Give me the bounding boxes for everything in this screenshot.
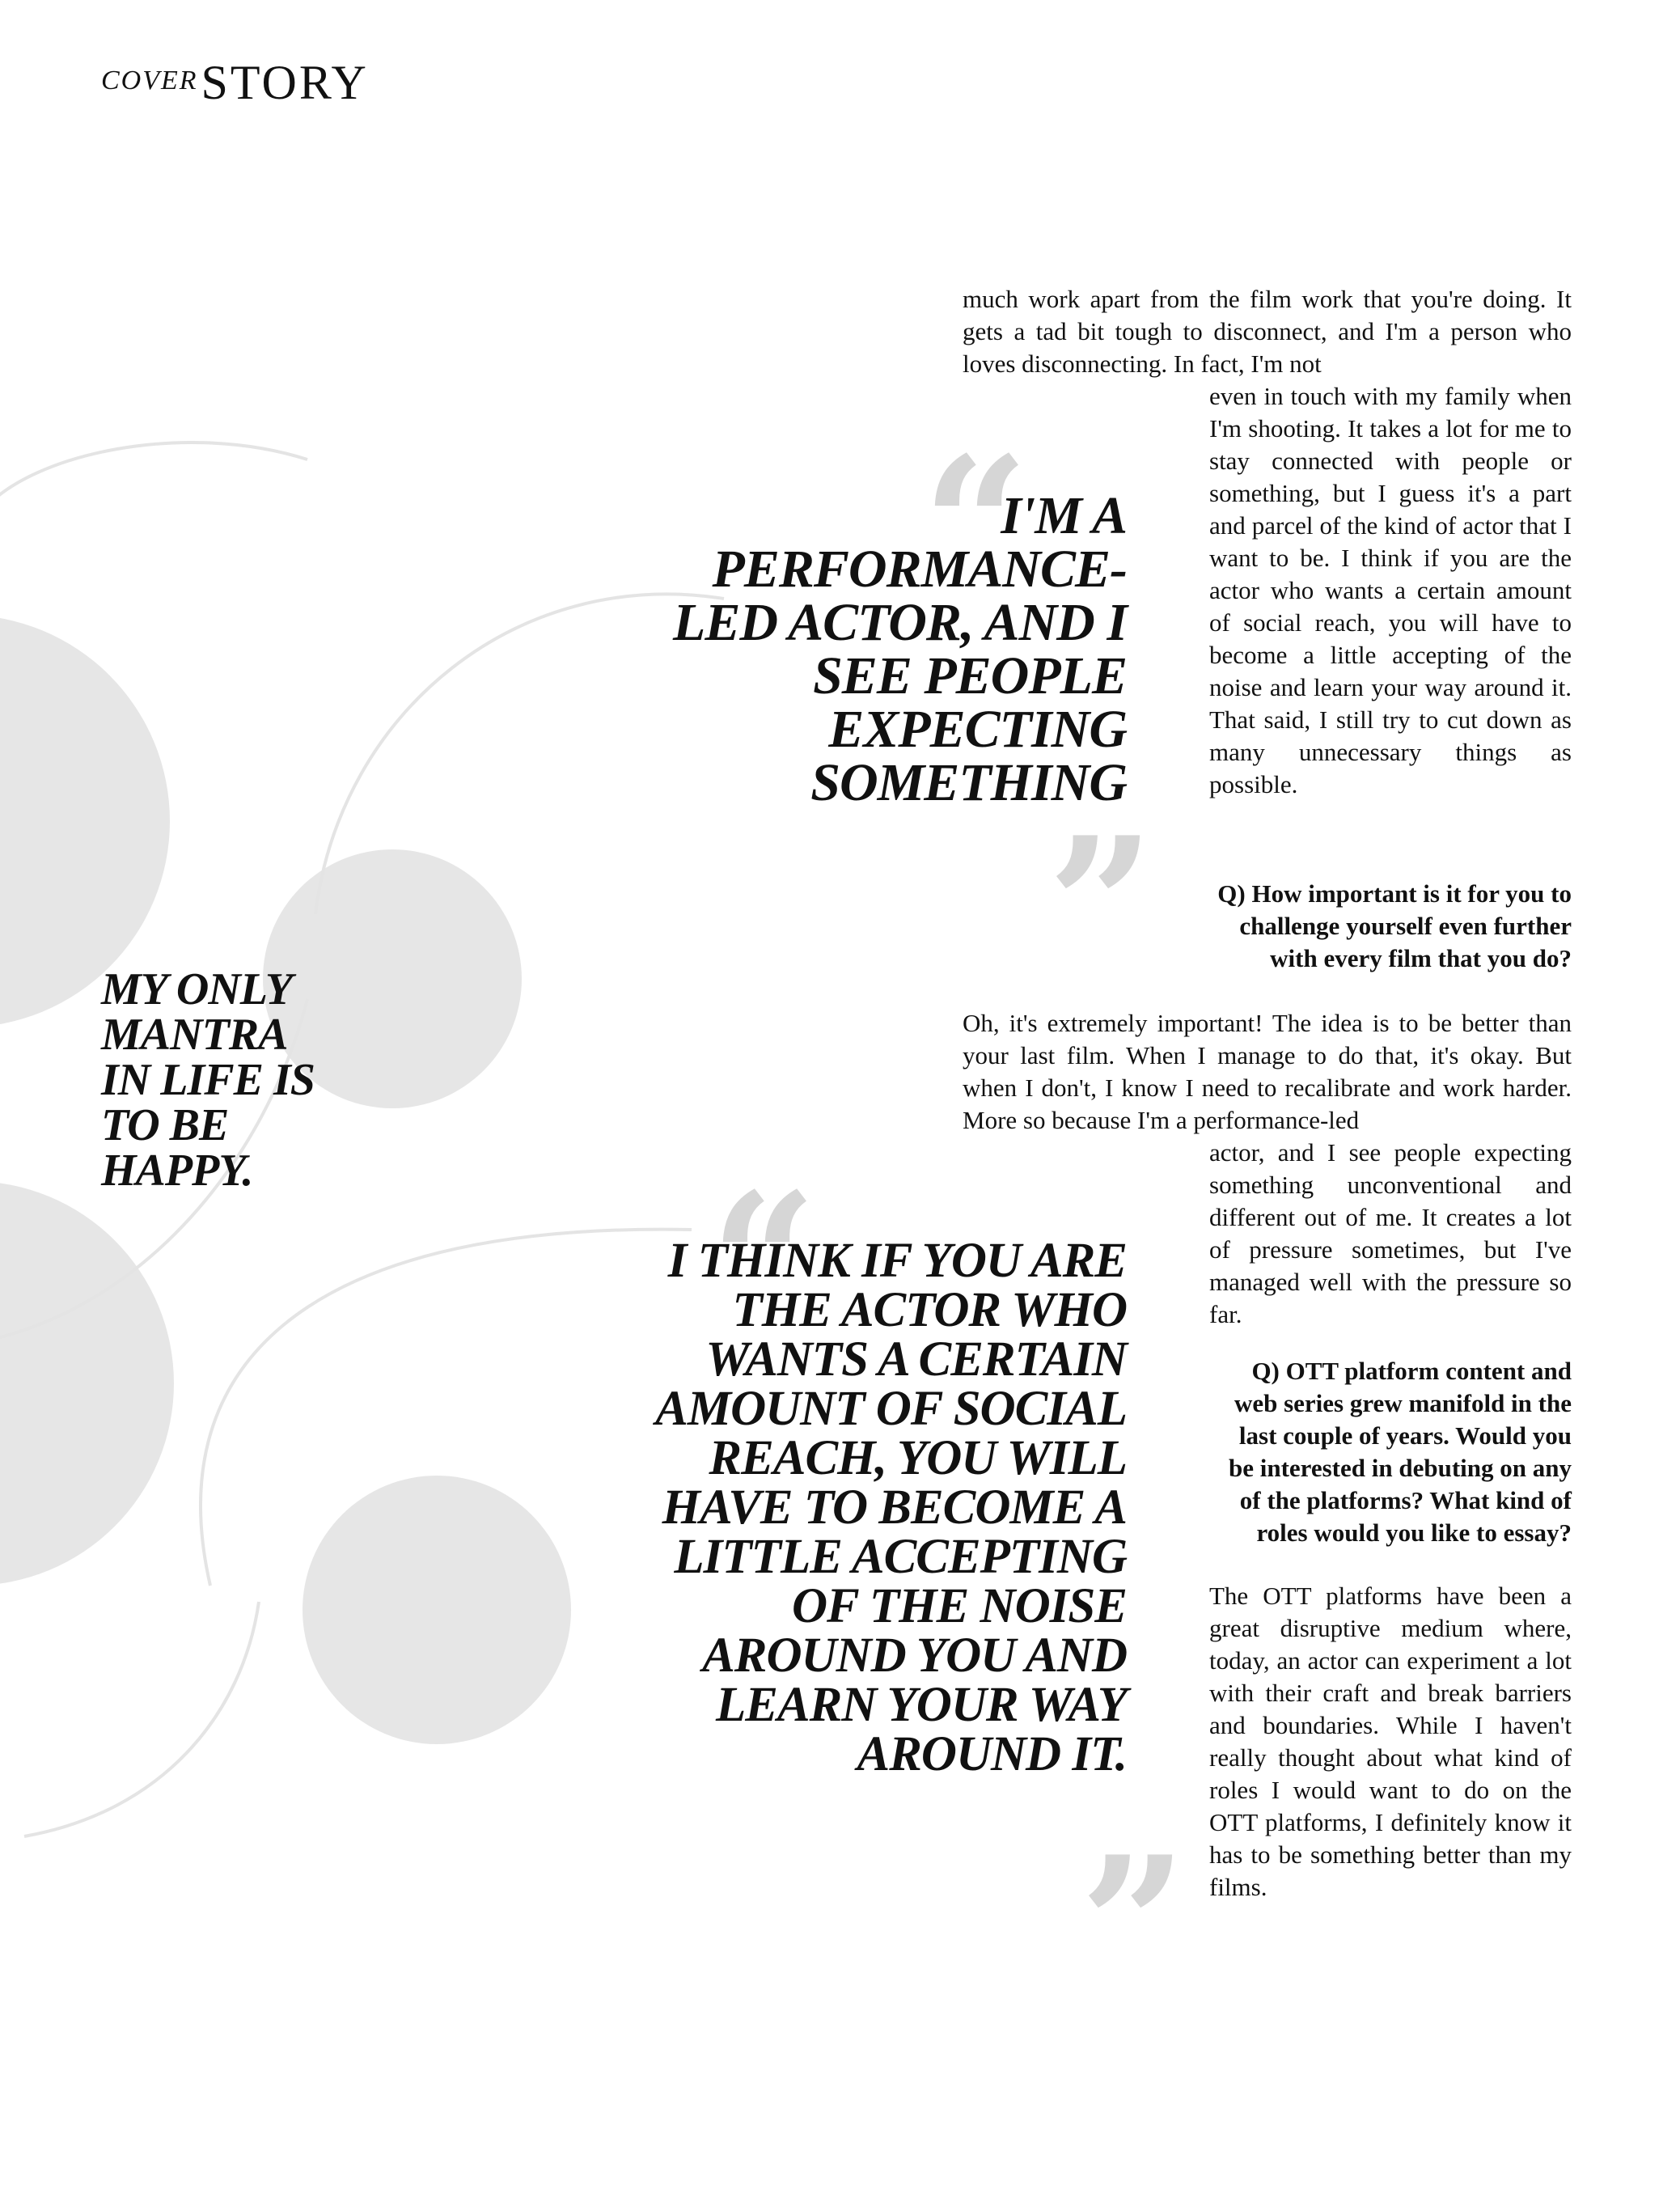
article-paragraph: actor, and I see people expecting something unconventional and different out of me. It creates a lot of pressure sometimes, but I've managed well with the pressure so far. [1209, 1138, 1572, 1328]
quote-shape-arc [24, 1602, 259, 1836]
close-quote-icon: ” [1080, 1816, 1187, 2035]
article-paragraph: Oh, it's extremely important! The idea is to be better than your last film. When I manage to do that, it's okay. But when I don't, I know I need to recalibrate and work harder. More so because I'm a performance-led [963, 1009, 1572, 1134]
open-quote-icon: “ [922, 417, 1030, 635]
pull-quote-mantra: MY ONLY MANTRA IN LIFE IS TO BE HAPPY. [101, 964, 315, 1196]
quote-shape-arc [0, 443, 307, 510]
pull-quote-performance: I'M A PERFORMANCE-LED ACTOR, AND I SEE PEOPLE EXPECTING SOMETHING [673, 486, 1127, 812]
interview-question: Q) How important is it for you to challenge yourself even further with every film that you do? [1217, 879, 1572, 972]
pull-quote-social-reach: I THINK IF YOU ARE THE ACTOR WHO WANTS A CERTAIN AMOUNT OF SOCIAL REACH, YOU WILL HAVE TO BECOME A LITTLE ACCEPTING OF THE NOISE AROUND YOU AND LEARN YOUR WAY AROUND IT. [655, 1234, 1127, 1781]
quote-shape-circle [303, 1476, 571, 1744]
section-title: STORY [201, 56, 369, 109]
article-paragraph: The OTT platforms have been a great disruptive medium where, today, an actor can experiment a lot with their craft and break barriers and boundaries. While I haven't really thought about what kind of roles I would want to do on the OTT platforms, I definitely know it has to be something better than my films. [1209, 1582, 1572, 1901]
article-paragraph: much work apart from the film work that you're doing. It gets a tad bit tough to disconnect, and I'm a person who loves disconnecting. In fact, I'm not [963, 285, 1572, 378]
interview-question: Q) OTT platform content and web series grew manifold in the last couple of years. Would you be interested in debuting on any of the platforms? What kind of roles would you like to essay? [1228, 1357, 1572, 1547]
article-paragraph: even in touch with my family when I'm shooting. It takes a lot for me to stay connected with people or something, but I guess it's a part and parcel of the kind of actor that I want to be. I think if you are the actor who wants a certain amount of social reach, you will have to become a little accepting of the noise and learn your way around it. That said, I still try to cut down as many unnecessary things as possible. [1209, 382, 1572, 798]
quote-shape-circle [0, 1181, 174, 1586]
open-quote-icon: “ [710, 1153, 818, 1371]
section-prefix: COVER [101, 66, 198, 95]
close-quote-icon: ” [1047, 797, 1155, 1015]
